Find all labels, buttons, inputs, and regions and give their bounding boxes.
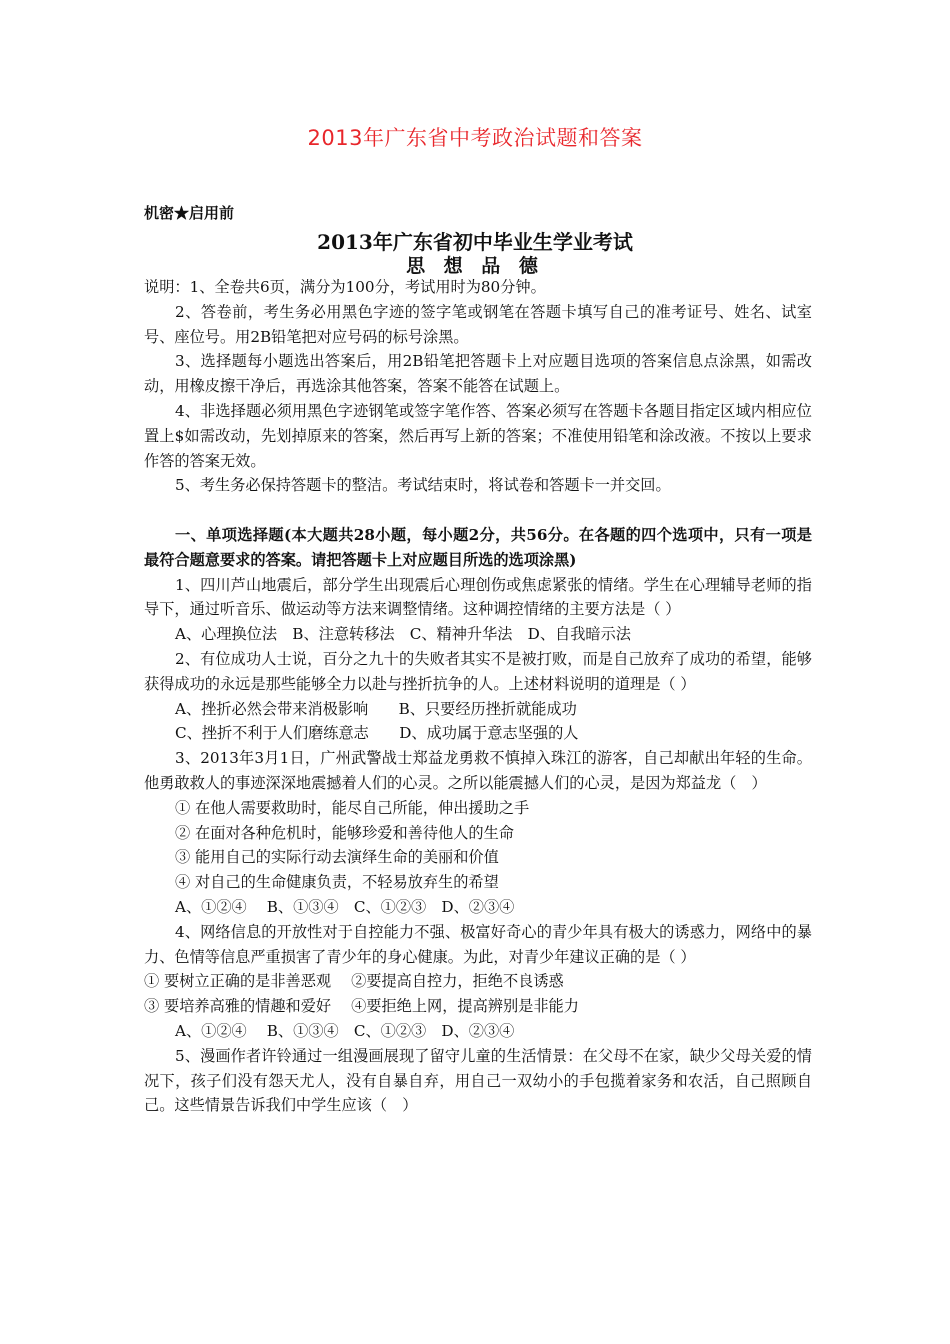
instruction-2: 2、答卷前，考生务必用黑色字迹的签字笔或钢笔在答题卡填写自己的准考证号、姓名、试室号、座位号。用2B铅笔把对应号码的标号涂黑。 [144,302,812,346]
question-4-items-line1: ① 要树立正确的是非善恶观 ②要提高自控力，拒绝不良诱惑 [144,972,564,991]
question-3-item-3: ③ 能用自己的实际行动去演绎生命的美丽和价值 [175,848,499,867]
question-1-stem: 1、四川芦山地震后，部分学生出现震后心理创伤或焦虑紧张的情绪。学生在心理辅导老师的指导下，通过听音乐、做运动等方法来调整情绪。这种调控情绪的主要方法是（ ） [144,575,812,619]
question-5-stem: 5、漫画作者许铃通过一组漫画展现了留守儿童的生活情景：在父母不在家，缺少父母关爱的情况下，孩子们没有怨天尤人，没有自暴自弃，用自己一双幼小的手包揽着家务和农活，自己照顾自己。这些情景告诉我们中学生应该（ ） [144,1046,812,1115]
question-3-item-1: ① 在他人需要救助时，能尽自己所能，伸出援助之手 [175,798,530,817]
instruction-5: 5、考生务必保持答题卡的整洁。考试结束时，将试卷和答题卡一并交回。 [175,476,671,495]
exam-body [144,275,812,1118]
instruction-3: 3、选择题每小题选出答案后，用2B铅笔把答题卡上对应题目选项的答案信息点涂黑，如需改动，用橡皮擦干净后，再选涂其他答案，答案不能答在试题上。 [144,352,812,396]
section-heading: 一、单项选择题(本大题共28小题，每小题2分，共56分。在各题的四个选项中，只有一项是最符合题意要求的答案。请把答题卡上对应题目所选的选项涂黑) [144,525,812,569]
document-title: 2013年广东省中考政治试题和答案 [307,126,643,150]
question-2-options-line1: A、挫折必然会带来消极影响 B、只要经历挫折就能成功 [175,699,577,718]
question-3-options: A、①②④ B、①③④ C、①②③ D、②③④ [175,897,515,916]
question-3-item-2: ② 在面对各种危机时，能够珍爱和善待他人的生命 [175,823,514,842]
question-3-item-4: ④ 对自己的生命健康负责，不轻易放弃生的希望 [175,873,499,892]
question-2-options-line2: C、挫折不利于人们磨练意志 D、成功属于意志坚强的人 [175,724,579,743]
subject-title: 思 想 品 德 [406,255,544,277]
question-4-items-line2: ③ 要培养高雅的情趣和爱好 ④要拒绝上网，提高辨别是非能力 [144,997,579,1016]
question-1-options: A、心理换位法 B、注意转移法 C、精神升华法 D、自我暗示法 [175,625,631,644]
spacer [144,498,812,523]
secret-label: 机密★启用前 [144,204,235,222]
question-4-stem: 4、网络信息的开放性对于自控能力不强、极富好奇心的青少年具有极大的诱惑力，网络中的暴力、色情等信息严重损害了青少年的身心健康。为此，对青少年建议正确的是（ ） [144,922,812,966]
question-4-options: A、①②④ B、①③④ C、①②③ D、②③④ [175,1021,515,1040]
instruction-1: 说明：1、全卷共6页，满分为100分，考试用时为80分钟。 [144,278,546,296]
question-3-stem: 3、2013年3月1日，广州武警战士郑益龙勇救不慎掉入珠江的游客，自己却献出年轻的生命。他勇敢救人的事迹深深地震撼着人们的心灵。之所以能震撼人们的心灵，是因为郑益龙（ ） [144,749,812,792]
question-2-stem: 2、有位成功人士说，百分之九十的失败者其实不是被打败，而是自己放弃了成功的希望，能够获得成功的永远是那些能够全力以赴与挫折抗争的人。上述材料说明的道理是（ ） [144,649,812,693]
exam-title: 2013年广东省初中毕业生学业考试 [317,230,633,254]
instruction-4: 4、非选择题必须用黑色字迹钢笔或签字笔作答、答案必须写在答题卡各题目指定区域内相应位置上$如需改动，先划掉原来的答案，然后再写上新的答案；不准使用铅笔和涂改液。不按以上要求作答的答案无效。 [144,401,812,470]
